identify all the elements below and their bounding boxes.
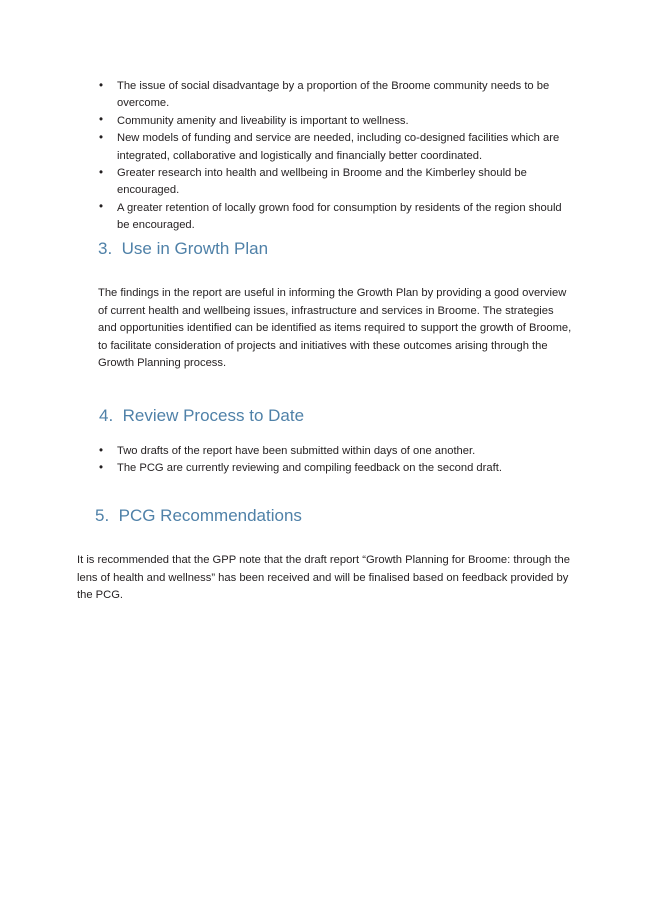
section-heading-review-process-to-date: 4. Review Process to Date xyxy=(99,406,305,425)
list-item: • The PCG are currently reviewing and compiling feedback on the second draft. xyxy=(99,460,571,477)
list-item: • Community amenity and liveability is important to wellness. xyxy=(99,113,571,130)
section-heading-pcg-recommendations: 5. PCG Recommendations xyxy=(95,506,302,525)
section-heading-use-in-growth-plan: 3. Use in Growth Plan xyxy=(98,239,269,258)
list-item: • A greater retention of locally grown food for consumption by residents of the region should be encouraged. xyxy=(99,200,571,235)
list-item: • The issue of social disadvantage by a proportion of the Broome community needs to be overcome. xyxy=(99,78,571,113)
list-item: • Greater research into health and wellbeing in Broome and the Kimberley should be encouraged. xyxy=(99,165,571,200)
section-3-paragraph: The findings in the report are useful in informing the Growth Plan by providing a good overview of current health and wellbeing issues, infrastructure and services in Broome. The strategies and opportunities identified can be identified as items required to support the growth of Broome, to facilitate consideration of projects and initiatives with these outcomes arising through the Growth Planning process. xyxy=(98,287,572,370)
section-5-paragraph: It is recommended that the GPP note that the draft report “Growth Planning for Broome: through the lens of health and wellness” has been received and will be finalised based on feedback provided by the PCG. xyxy=(77,554,570,602)
intro-bullet-list xyxy=(99,78,571,235)
list-item: • New models of funding and service are needed, including co-designed facilities which are integrated, collaborative and logistically and financially better coordinated. xyxy=(99,130,571,165)
review-process-bullet-list xyxy=(99,443,571,478)
list-item: • Two drafts of the report have been submitted within days of one another. xyxy=(99,443,571,460)
